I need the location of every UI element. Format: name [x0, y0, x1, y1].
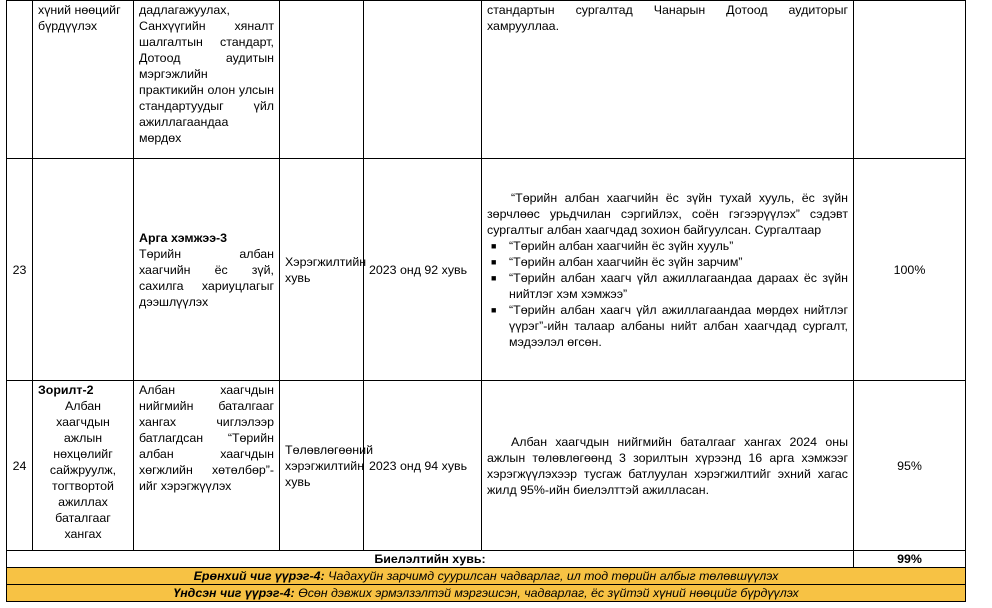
baseline-cell: 2023 онд 92 хувь — [364, 159, 482, 381]
baseline-cell — [364, 1, 482, 159]
table-row — [7, 159, 966, 381]
result-text: стандартын сургалтад Чанарын Дотоод аудиторыг хамрууллаа. — [487, 3, 848, 33]
measure-title: Арга хэмжээ-3 — [139, 230, 228, 245]
list-item: ■ “Төрийн албан хаагчийн ёс зүйн зарчим” — [491, 254, 743, 269]
summary-value: 99% — [854, 551, 966, 568]
list-item: ■ “Төрийн албан хаагч үйл ажиллагаандаа мөрдөх нийтлэг үүрэг”-ийн талаар албаны нийт албан хаагчдад сургалт, мэдээлэл өгсөн. — [491, 302, 848, 349]
baseline-cell: 2023 онд 94 хувь — [364, 381, 482, 551]
result-intro: “Төрийн албан хаагчийн ёс зүйн тухай хууль, ёс зүйн зөрчлөөс урьдчилан сэргийлэх, соён гэгээрүүлэх” сэдэвт сургалтыг албан хаагчдад зохион байгуулсан. Сургалтаар — [487, 190, 848, 237]
goal-text: хүний нөөцийг бүрдүүлэх — [38, 3, 121, 33]
measure-cell — [134, 159, 280, 381]
percent-cell: 100% — [854, 159, 966, 381]
result-bullet-list — [487, 238, 848, 350]
square-bullet-icon: ■ — [491, 272, 497, 283]
direction-row — [7, 568, 966, 585]
unit-cell: Хэрэгжилтийн хувь — [280, 159, 364, 381]
row-number: 24 — [7, 381, 33, 551]
measure-text: Төрийн албан хаагчийн ёс зүй, сахилга хариуцлагыг дээшлүүлэх — [139, 246, 274, 309]
list-item: ■ “Төрийн албан хаагч үйл ажиллагаандаа дараах ёс зүйн нийтлэг хэм хэмжээ” — [491, 270, 848, 301]
report-table — [6, 0, 966, 602]
goal-cell — [33, 1, 134, 159]
square-bullet-icon: ■ — [491, 240, 497, 251]
row-number: 23 — [7, 159, 33, 381]
percent-cell: 95% — [854, 381, 966, 551]
measure-text: Албан хаагчдын нийгмийн баталгааг хангах чиглэлээр батлагдсан “Төрийн албан хаагчдын хөгжлийн хөтөлбөр”-ийг хэрэгжүүлэх — [139, 383, 274, 493]
goal-title: Зорилт-2 — [38, 383, 94, 397]
summary-label: Биелэлтийн хувь: — [7, 551, 854, 568]
direction-label: Ерөнхий чиг үүрэг-4: — [193, 569, 325, 583]
unit-cell: Төлөвлөгөөний хэрэгжилтийн хувь — [280, 381, 364, 551]
direction-label: Үндсэн чиг үүрэг-4: — [173, 586, 295, 600]
goal-text: Албан хаагчдын ажлын нөхцөлийг сайжруулж, тогтвортой ажиллах баталгааг хангах — [49, 399, 117, 541]
measure-text: дадлагажуулах, Санхүүгийн хяналт шалгалтын стандарт, Дотоод аудитын мэргэжлийн практикийн олон улсын стандартуудыг үйл ажиллагаандаа мөрдөх — [139, 3, 274, 145]
result-cell: Албан хаагчдын нийгмийн баталгааг хангах 2024 оны ажлын төлөвлөгөөнд 3 зорилтын хүрээнд 16 арга хэмжээг хэрэгжүүлэхээр тусгаж батлуулан хэрэгжилтийг эхний хагас жилд 95%-ийн биелэлттэй ажилласан. — [482, 381, 854, 551]
result-cell — [482, 1, 854, 159]
goal-cell — [33, 159, 134, 381]
unit-cell — [280, 1, 364, 159]
percent-cell — [854, 1, 966, 159]
table-row — [7, 381, 966, 551]
measure-cell — [134, 381, 280, 551]
goal-cell — [33, 381, 134, 551]
direction-text: Өсөн дэвжих эрмэлзэлтэй мэргэшсэн, чадварлаг, ёс зүйтэй хүний нөөцийг бүрдүүлэх — [294, 586, 799, 600]
list-item: ■ “Төрийн албан хаагчийн ёс зүйн хууль” — [491, 238, 734, 253]
direction-row — [7, 585, 966, 602]
table-row — [7, 1, 966, 159]
summary-row — [7, 551, 966, 568]
row-number — [7, 1, 33, 159]
measure-cell — [134, 1, 280, 159]
square-bullet-icon: ■ — [491, 304, 497, 315]
result-cell — [482, 159, 854, 381]
square-bullet-icon: ■ — [491, 256, 497, 267]
direction-text: Чадахуйн зарчимд суурилсан чадварлаг, ил тод төрийн албыг төлөвшүүлэх — [324, 569, 779, 583]
